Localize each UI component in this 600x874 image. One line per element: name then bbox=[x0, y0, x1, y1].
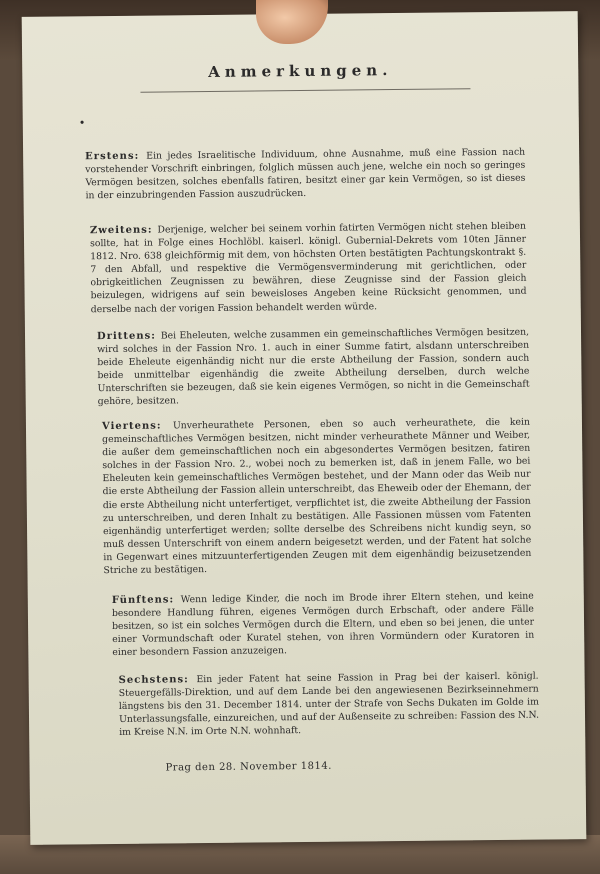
section-text: Wenn ledige Kinder, die noch im Brode ihrer Eltern stehen, und keine besondere Handlung führen, eigenes Vermögen durch Erbschaft, oder andere Fälle besitzen, so ist ein solches Vermögen durch die Eltern, und eben so bei jenen, die unter einer Vormundschaft oder Kuratel stehen, von ihren Vormündern oder Kuratoren in einer besondern Fassion anzuzeigen. bbox=[111, 590, 535, 659]
section-sechstens bbox=[119, 670, 540, 740]
section-label: Viertens: bbox=[101, 420, 173, 433]
bullet-mark: • bbox=[78, 116, 86, 130]
section-viertens bbox=[102, 416, 532, 578]
section-text: Derjenige, welcher bei seinem vorhin fatirten Vermögen nicht stehen bleiben sollte, hat in Folge eines Hochlöbl. kaiserl. königl. Gubernial-Dekrets vom 10ten Jänner 1812. Nro. 638 gleichförmig mit dem, von höchsten Orten bestätigten Pachtungskontrakt §. 7 den Abfall, und respektive die Vermögensverminderung mit gerichtlichen, oder obrigkeitlichen Zeugnissen zu bewähren, diese Zeugnisse sind der Fassion gleich beizulegen, widrigens auf sein beweisloses Angeben keine Rücksicht genommen, und derselbe nach der vorigen Fassion behandelt werden würde. bbox=[90, 220, 527, 315]
section-erstens bbox=[85, 146, 526, 203]
section-drittens bbox=[97, 326, 530, 409]
section-label: Erstens: bbox=[85, 150, 147, 163]
section-text: Ein jedes Israelitische Individuum, ohne Ausnahme, muß eine Fassion nach vorstehender Vorschrift einbringen, folglich müssen auch jene, welche ein noch so geringes Vermögen besitzen, solches ebenfalls fatiren, besitzt einer gar kein Vermögen, so ist dieses in der einzubringenden Fassion auszudrücken. bbox=[85, 146, 526, 202]
section-zweitens bbox=[90, 220, 527, 316]
section-label: Drittens: bbox=[96, 330, 161, 343]
title-rule bbox=[140, 88, 470, 92]
section-text: Unverheurathete Personen, eben so auch verheurathete, die kein gemeinschaftliches Vermögen besitzen, nicht minder verheurathete Männer und Weiber, die außer dem gemeinschaftlichen noch ein abgesondertes Vermögen besitzen, fatiren solches in der Fassion Nro. 2., wobei noch zu bemerken ist, daß in jenem Falle, wo bei Eheleuten kein gemeinschaftliches Vermögen bestehet, und der Mann oder das Weib nur die erste Abtheilung der Fassion allein unterschreibt, das Eheweib oder der Ehemann, der die erste Abtheilung nicht unterfertiget, verpflichtet ist, die zweite Abtheilung der Fassion zu unterschreiben, und deren Inhalt zu bestätigen. Alle Fassionen müssen vom Fatenten eigenhändig unterfertiget werden; sollte derselbe des Schreibens nicht kundig seyn, so muß dessen Unterschrift von einem andern beigesetzt werden, und der Fatent hat solche in Gegenwart eines mitzuunterfertigenden Zeugen mit dem eigenhändig beizusetzenden Striche zu bestätigen. bbox=[102, 416, 532, 577]
section-text: Ein jeder Fatent hat seine Fassion in Prag bei der kaiserl. königl. Steuergefälls-Direktion, und auf dem Lande bei den angewiesenen Bezirkseinnehmern längstens bis den 31. December 1814. unter der Strafe von Sechs Dukaten im Golde im Unterlassungsfalle, einzureichen, und auf der Außenseite zu schreiben: Fassion des N.N. im Kreise N.N. im Orte N.N. wohnhaft. bbox=[118, 670, 540, 739]
section-label: Sechstens: bbox=[118, 674, 197, 686]
section-fuenftens bbox=[112, 590, 535, 660]
document-sheet bbox=[22, 11, 587, 845]
date-line: Prag den 28. November 1814. bbox=[165, 760, 332, 774]
document-title: Anmerkungen. bbox=[208, 61, 393, 81]
section-text: Bei Eheleuten, welche zusammen ein gemeinschaftliches Vermögen besitzen, wird solches in der Fassion Nro. 1. auch in einer Summe fatirt, alsdann unterschreiben beide Eheleute eigenhändig nicht nur die erste Abtheilung der Fassion, sondern auch beide unmittelbar eigenhändig die zweite Abtheilung derselben, durch welche Unterschriften sie bezeugen, daß sie kein eigenes Vermögen, so nicht in die Gemeinschaft gehöre, besitzen. bbox=[97, 326, 530, 408]
section-label: Zweitens: bbox=[89, 224, 158, 237]
section-label: Fünftens: bbox=[111, 594, 181, 607]
